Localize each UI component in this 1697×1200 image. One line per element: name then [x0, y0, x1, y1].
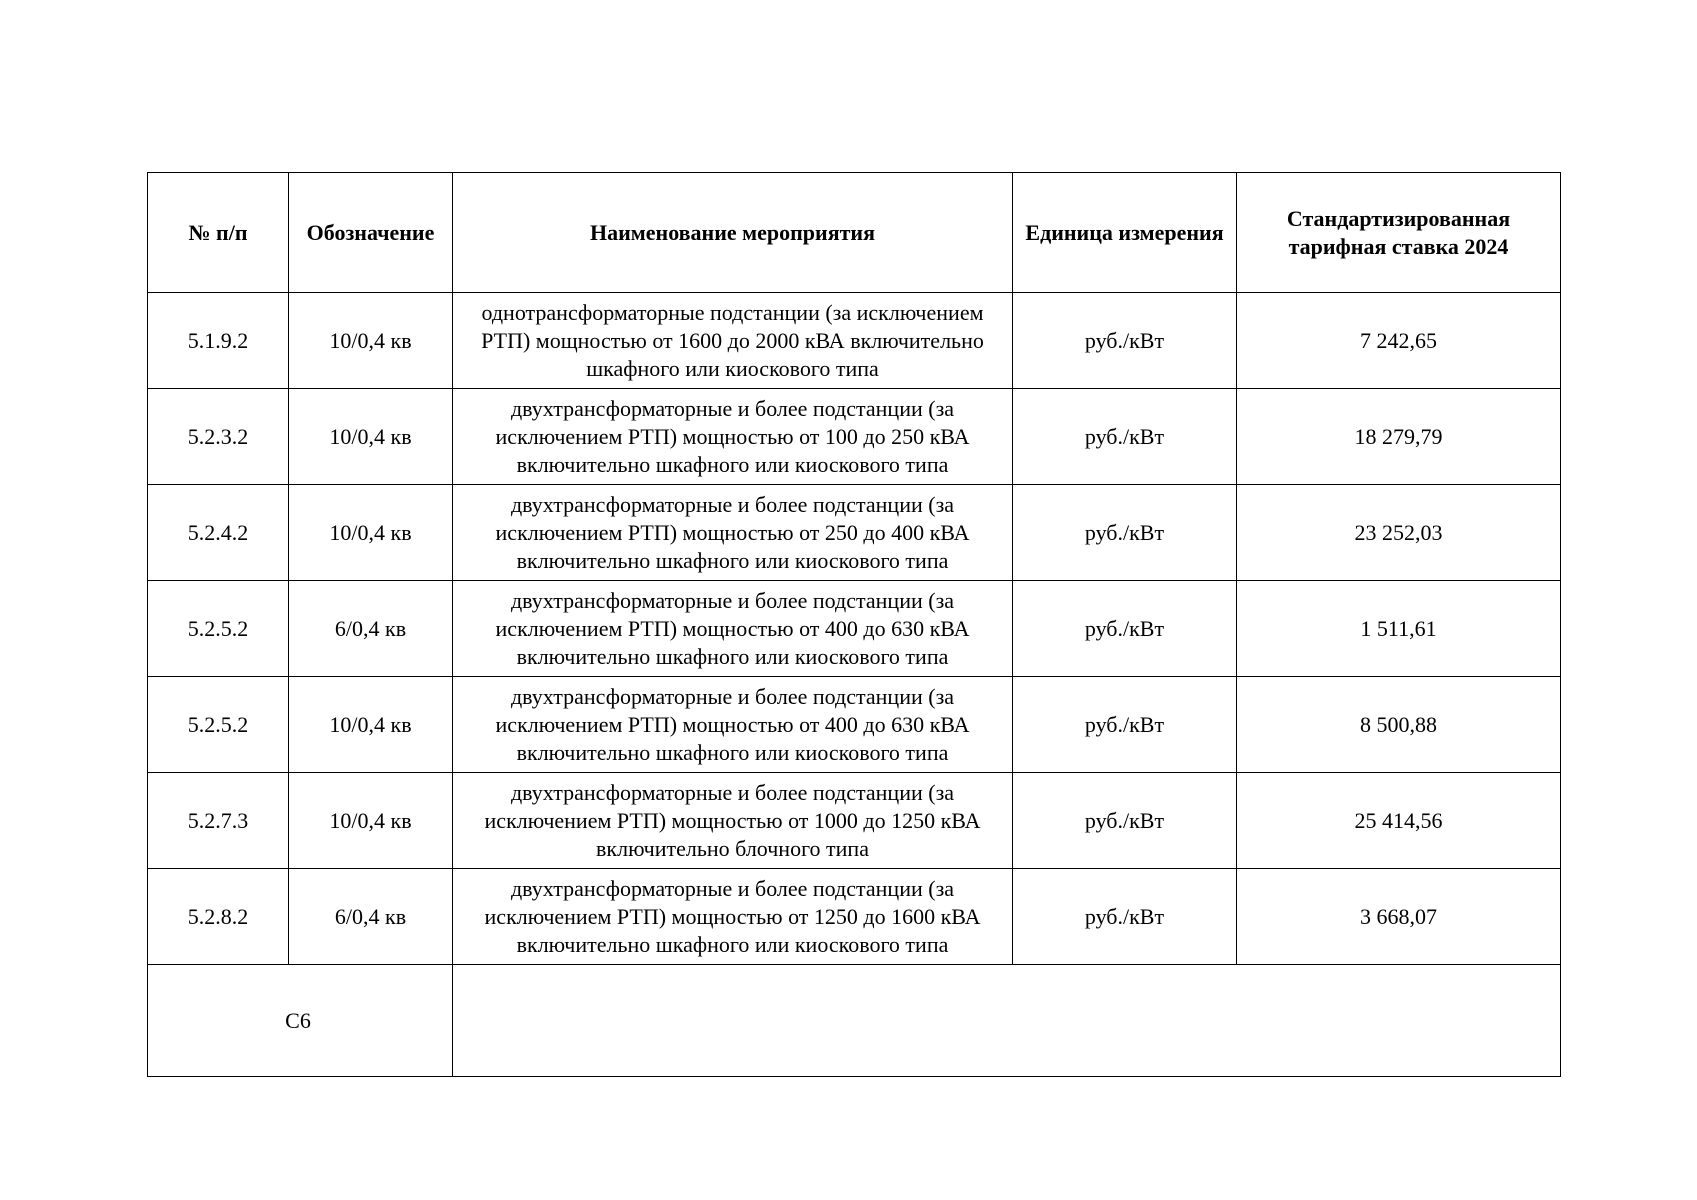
header-unit: Единица измерения — [1013, 173, 1237, 293]
header-tariff-rate: Стандартизированная тарифная ставка 2024 — [1237, 173, 1561, 293]
table-row — [148, 869, 1561, 965]
row-designation: 10/0,4 кв — [289, 677, 453, 773]
row-tariff-rate: 7 242,65 — [1237, 293, 1561, 389]
row-designation: 10/0,4 кв — [289, 485, 453, 581]
row-number: 5.1.9.2 — [148, 293, 289, 389]
row-unit: руб./кВт — [1013, 485, 1237, 581]
table-header-row — [148, 173, 1561, 293]
footer-value — [453, 965, 1561, 1077]
row-number: 5.2.4.2 — [148, 485, 289, 581]
row-tariff-rate: 25 414,56 — [1237, 773, 1561, 869]
table-row — [148, 677, 1561, 773]
table-footer-row — [148, 965, 1561, 1077]
header-number: № п/п — [148, 173, 289, 293]
row-tariff-rate: 3 668,07 — [1237, 869, 1561, 965]
row-tariff-rate: 23 252,03 — [1237, 485, 1561, 581]
table-row — [148, 389, 1561, 485]
row-measure-name: двухтрансформаторные и более подстанции (за исключением РТП) мощностью от 1250 до 1600 кВА включительно шкафного или киоскового типа — [453, 869, 1013, 965]
row-number: 5.2.8.2 — [148, 869, 289, 965]
tariff-table — [147, 172, 1561, 1077]
row-unit: руб./кВт — [1013, 293, 1237, 389]
footer-label: С6 — [148, 965, 453, 1077]
row-designation: 10/0,4 кв — [289, 773, 453, 869]
row-measure-name: двухтрансформаторные и более подстанции (за исключением РТП) мощностью от 250 до 400 кВА включительно шкафного или киоскового типа — [453, 485, 1013, 581]
row-measure-name: двухтрансформаторные и более подстанции (за исключением РТП) мощностью от 1000 до 1250 кВА включительно блочного типа — [453, 773, 1013, 869]
row-unit: руб./кВт — [1013, 581, 1237, 677]
row-number: 5.2.5.2 — [148, 677, 289, 773]
row-number: 5.2.3.2 — [148, 389, 289, 485]
row-designation: 6/0,4 кв — [289, 869, 453, 965]
row-designation: 6/0,4 кв — [289, 581, 453, 677]
row-unit: руб./кВт — [1013, 677, 1237, 773]
header-measure-name: Наименование мероприятия — [453, 173, 1013, 293]
row-tariff-rate: 1 511,61 — [1237, 581, 1561, 677]
table-row — [148, 485, 1561, 581]
row-measure-name: однотрансформаторные подстанции (за исключением РТП) мощностью от 1600 до 2000 кВА включительно шкафного или киоскового типа — [453, 293, 1013, 389]
row-designation: 10/0,4 кв — [289, 389, 453, 485]
row-designation: 10/0,4 кв — [289, 293, 453, 389]
row-unit: руб./кВт — [1013, 389, 1237, 485]
row-tariff-rate: 8 500,88 — [1237, 677, 1561, 773]
row-measure-name: двухтрансформаторные и более подстанции (за исключением РТП) мощностью от 100 до 250 кВА включительно шкафного или киоскового типа — [453, 389, 1013, 485]
row-number: 5.2.5.2 — [148, 581, 289, 677]
row-number: 5.2.7.3 — [148, 773, 289, 869]
table-row — [148, 773, 1561, 869]
header-designation: Обозначение — [289, 173, 453, 293]
row-tariff-rate: 18 279,79 — [1237, 389, 1561, 485]
row-measure-name: двухтрансформаторные и более подстанции (за исключением РТП) мощностью от 400 до 630 кВА включительно шкафного или киоскового типа — [453, 677, 1013, 773]
table-row — [148, 581, 1561, 677]
row-measure-name: двухтрансформаторные и более подстанции (за исключением РТП) мощностью от 400 до 630 кВА включительно шкафного или киоскового типа — [453, 581, 1013, 677]
row-unit: руб./кВт — [1013, 773, 1237, 869]
table-row — [148, 293, 1561, 389]
row-unit: руб./кВт — [1013, 869, 1237, 965]
